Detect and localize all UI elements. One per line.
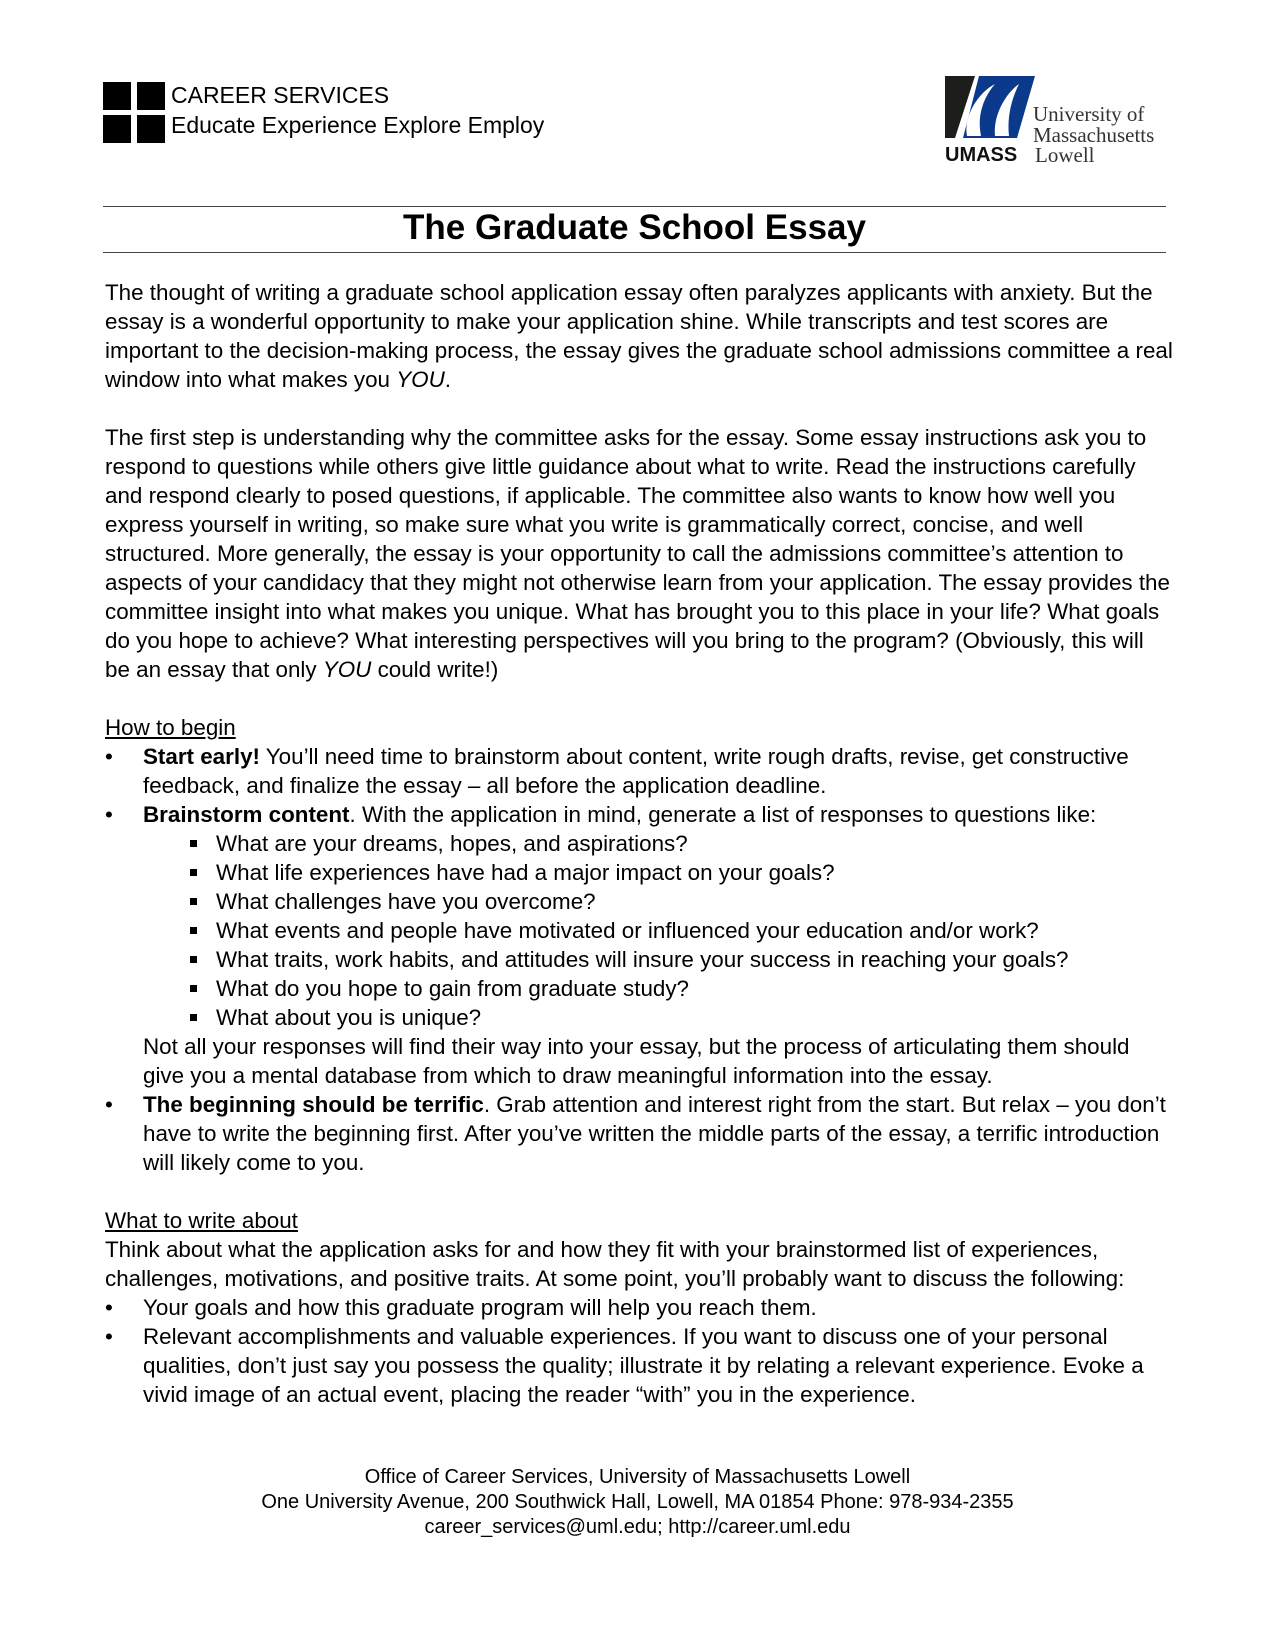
essay-body [105,278,1173,1409]
question-item: What about you is unique? [105,1003,1173,1032]
list-item: • Brainstorm content. With the application in mind, generate a list of responses to questions like: [105,800,1173,829]
tagline: Educate Experience Explore Employ [171,112,545,138]
question-item: What challenges have you overcome? [105,887,1173,916]
intro-paragraph-1: The thought of writing a graduate school application essay often paralyzes applicants with anxiety. But the essay is a wonderful opportunity to make your application shine. While transcripts and test scores are important to the decision-making process, the essay gives the graduate school admissions committee a real window into what makes you YOU. [105,280,1173,392]
how-to-begin-list [105,742,1173,829]
logo-lowell: Lowell [1035,143,1095,167]
footer-office: Office of Career Services, University of Massachusetts Lowell [364,1466,911,1488]
title-rule-bottom [103,252,1166,253]
question-item: What are your dreams, hopes, and aspirations? [105,829,1173,858]
list-item: • Your goals and how this graduate program will help you reach them. [105,1293,1173,1322]
org-line: CAREER SERVICES [171,82,390,108]
footer-address: One University Avenue, 200 Southwick Hall, Lowell, MA 01854 Phone: 978-934-2355 [261,1491,1014,1513]
question-item: What traits, work habits, and attitudes will insure your success in reaching your goals? [105,945,1173,974]
logo-line1: University of [1033,102,1145,126]
logo-line2: Massachusetts [1033,123,1155,147]
footer [0,1465,1275,1540]
logo-umass: UMASS [945,144,1018,166]
what-to-write-list [105,1293,1173,1409]
brainstorm-questions-list [105,829,1173,1032]
section-heading-what-to-write: What to write about [105,1208,298,1233]
question-item: What events and people have motivated or influenced your education and/or work? [105,916,1173,945]
what-to-write-intro: Think about what the application asks for and how they fit with your brainstormed list of experiences, challenges, motivations, and positive traits. At some point, you’ll probably want to discuss the following: [105,1237,1125,1291]
umass-lowell-logo [945,76,1165,168]
list-item: • Start early! You’ll need time to brainstorm about content, write rough drafts, revise, get constructive feedback, and finalize the essay – all before the application deadline. [105,742,1173,800]
footer-contact: career_services@uml.edu; http://career.uml.edu [424,1516,851,1538]
list-item: • Relevant accomplishments and valuable experiences. If you want to discuss one of your personal qualities, don’t just say you possess the quality; illustrate it by relating a relevant experience. Evoke a vivid image of an actual event, placing the reader “with” you in the experience. [105,1322,1173,1409]
brainstorm-followup: Not all your responses will find their way into your essay, but the process of articulating them should give you a mental database from which to draw meaningful information into the essay. [143,1034,1130,1088]
section-heading-how-to-begin: How to begin [105,715,236,740]
career-services-squares-logo [103,82,165,144]
list-item: • The beginning should be terrific. Grab attention and interest right from the start. But relax – you don’t have to write the beginning first. After you’ve written the middle parts of the essay, a terrific introduction will likely come to you. [105,1090,1173,1177]
intro-paragraph-2: The first step is understanding why the committee asks for the essay. Some essay instructions ask you to respond to questions while others give little guidance about what to write. Read the instructions carefully and respond clearly to posed questions, if applicable. The committee also wants to know how well you express yourself in writing, so make sure what you write is grammatically correct, concise, and well structured. More generally, the essay is your opportunity to call the admissions committee’s attention to aspects of your candidacy that they might not otherwise learn from your application. The essay provides the committee insight into what makes you unique. What has brought you to this place in your life? What goals do you hope to achieve? What interesting perspectives will you bring to the program? (Obviously, this will be an essay that only YOU could write!) [105,425,1170,682]
question-item: What life experiences have had a major impact on your goals? [105,858,1173,887]
page-title: The Graduate School Essay [403,208,866,247]
question-item: What do you hope to gain from graduate study? [105,974,1173,1003]
